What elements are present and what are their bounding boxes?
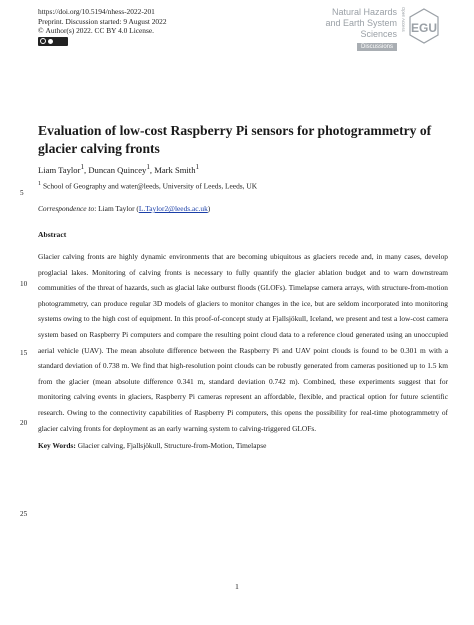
correspondence-name: Liam Taylor ( bbox=[98, 204, 139, 213]
journal-logo bbox=[302, 7, 442, 65]
affiliation-sup: 1 bbox=[38, 181, 42, 187]
author-affil-sup: 1 bbox=[195, 163, 200, 171]
line-number: 5 bbox=[20, 189, 24, 197]
preprint-date: Preprint. Discussion started: 9 August 2022 bbox=[38, 16, 167, 26]
copyright-line bbox=[38, 26, 167, 36]
correspondence-email-link[interactable]: L.Taylor2@leeds.ac.uk bbox=[138, 204, 208, 213]
affiliation bbox=[38, 181, 257, 190]
cc-by-license-icon[interactable] bbox=[38, 37, 68, 46]
line-number: 10 bbox=[20, 280, 28, 288]
journal-name-line-1: Natural Hazards bbox=[331, 7, 397, 17]
copyright-symbol: © bbox=[38, 26, 44, 36]
abstract-heading: Abstract bbox=[38, 230, 67, 239]
abstract-body: Glacier calving fronts are highly dynamic environments that are becoming ubiquitous as glaciers recede and, in many cases, develop proglacial lakes. Monitoring of calving fronts is necessary to fully quantify the glacier ablation budget and to warn downstream communities of the threat of hazards, such as glacial lake outburst floods (GLOFs). Timelapse camera arrays, with structure-from-motion photogrammetry, can produce regular 3D models of glaciers to monitor changes in the ice, but are seldom incorporated into monitoring systems owing to the high cost of equipment. In this proof-of-concept study at Fjallsjökull, Iceland, we present and test a low-cost camera system based on Raspberry Pi computers and compare the resulting point cloud data to a reference cloud generated using an unoccupied aerial vehicle (UAV). The mean absolute difference between the Raspberry Pi and UAV point clouds is found to be 0.301 m with a standard deviation of 0.738 m. We find that high-resolution point clouds can be robustly generated from cameras positioned up to 1.5 km from the glacier (mean absolute difference 0.341 m, standard deviation 0.742 m). Combined, these experiments suggest that for monitoring calving events in glaciers, Raspberry Pi cameras represent an affordable, flexible, and practical option for future scientific research. Owing to the connectivity capabilities of Raspberry Pi computers, this opens the possibility for real-time photogrammetry of glacier calving fronts for deployment as an early warning system to calving-triggered GLOFs. bbox=[38, 252, 448, 433]
egu-logo-icon bbox=[406, 7, 442, 47]
page-number: 1 bbox=[235, 582, 239, 591]
journal-name-line-3: Sciences bbox=[360, 29, 397, 39]
copyright-text: Author(s) 2022. CC BY 4.0 License. bbox=[45, 26, 155, 36]
by-icon bbox=[48, 39, 53, 44]
egu-text: EGU bbox=[410, 21, 438, 35]
author-list: Liam Taylor$^1$, Duncan Quincey$^1$, Mark Smith$^1$ bbox=[38, 163, 200, 175]
author-affil-sup: 1 bbox=[80, 163, 85, 171]
line-number: 15 bbox=[20, 349, 28, 357]
paper-title: Evaluation of low-cost Raspberry Pi sensors for photogrammetry of glacier calving fronts bbox=[38, 123, 432, 156]
author-name: Duncan Quincey bbox=[88, 164, 147, 175]
open-access-label: Open Access bbox=[401, 7, 406, 32]
author-affil-sup: 1 bbox=[146, 163, 150, 171]
author-name: Mark Smith bbox=[154, 164, 196, 175]
doi-link[interactable]: https://doi.org/10.5194/nhess-2022-201 bbox=[38, 7, 155, 16]
correspondence-end: ) bbox=[207, 204, 211, 213]
keywords-text: Glacier calving, Fjallsjökull, Structure-from-Motion, Timelapse bbox=[77, 441, 267, 450]
journal-name bbox=[325, 7, 397, 40]
line-number: 20 bbox=[20, 419, 28, 427]
affiliation-text: School of Geography and water@leeds, University of Leeds, Leeds, UK bbox=[42, 181, 258, 191]
author-name: Liam Taylor bbox=[38, 164, 81, 175]
line-number: 25 bbox=[20, 510, 28, 518]
preprint-header bbox=[38, 7, 167, 47]
correspondence-label: Correspondence to bbox=[38, 204, 95, 213]
keywords bbox=[38, 441, 266, 450]
correspondence: Correspondence to: Liam Taylor (L.Taylor2@leeds.ac.uk) bbox=[38, 204, 211, 213]
keywords-label: Key Words: bbox=[38, 441, 76, 450]
cc-icon bbox=[40, 38, 46, 44]
journal-name-line-2: and Earth System bbox=[325, 18, 397, 28]
discussions-label: Discussions bbox=[357, 43, 397, 51]
